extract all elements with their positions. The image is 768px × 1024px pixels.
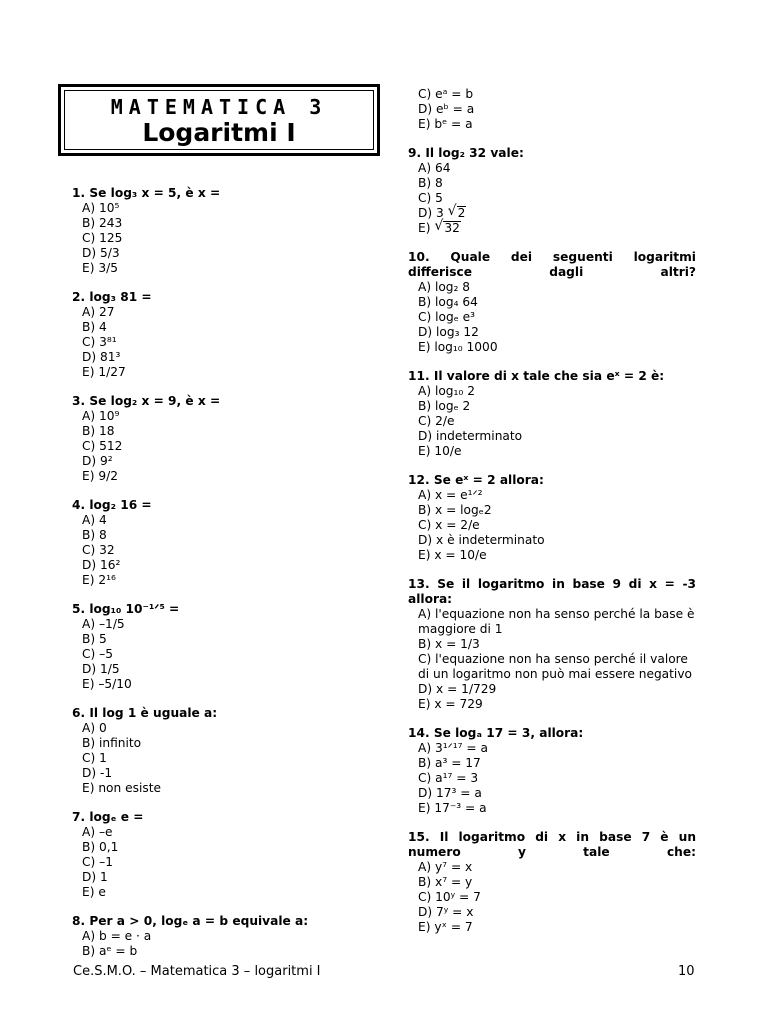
option-b: B) 0,1 — [82, 840, 119, 854]
question-text: 13. Se il logaritmo in base 9 di x = -3 allora: — [408, 577, 696, 606]
question-14 — [408, 726, 696, 816]
right-column — [408, 87, 696, 949]
option-b: B) 8 — [82, 528, 107, 542]
option-b: B) 5 — [82, 632, 107, 646]
question-text: 7. logₑ e = — [72, 810, 144, 824]
option-e: E) 10/e — [418, 444, 462, 458]
option-a: A) log₂ 8 — [418, 280, 471, 294]
title-inner — [64, 90, 374, 150]
question-4 — [72, 498, 382, 588]
option-e: E) yˣ = 7 — [418, 920, 473, 934]
question-text: 2. log₃ 81 = — [72, 290, 152, 304]
question-7 — [72, 810, 382, 900]
option-e: E) x = 729 — [418, 697, 483, 711]
question-2 — [72, 290, 382, 380]
option-c: C) 1 — [82, 751, 107, 765]
option-a: A) 27 — [82, 305, 115, 319]
option-c: C) –5 — [82, 647, 113, 661]
question-text: 8. Per a > 0, logₑ a = b equivale a: — [72, 914, 309, 928]
option-a: A) 10⁵ — [82, 201, 120, 215]
question-11 — [408, 369, 696, 459]
option-e: E) 9/2 — [82, 469, 118, 483]
option-e — [408, 221, 696, 236]
option-c: C) x = 2/e — [418, 518, 480, 532]
option-a: A) b = e · a — [82, 929, 152, 943]
option-b: B) 18 — [82, 424, 115, 438]
question-10 — [408, 250, 696, 355]
sqrt-symbol — [434, 221, 461, 236]
option-a: A) log₁₀ 2 — [418, 384, 475, 398]
question-15 — [408, 830, 696, 935]
option-b: B) logₑ 2 — [418, 399, 471, 413]
question-text: 14. Se logₐ 17 = 3, allora: — [408, 726, 584, 740]
option-e: E) –5/10 — [82, 677, 132, 691]
option-d-label: D) 3 — [418, 206, 444, 220]
option-b: B) 4 — [82, 320, 107, 334]
sqrt-radicand: 2 — [457, 206, 466, 220]
option-b: B) x = 1/3 — [418, 637, 480, 651]
question-text: 5. log₁₀ 10⁻¹ᐟ⁵ = — [72, 602, 180, 616]
option-c: C) eᵃ = b — [418, 87, 474, 101]
question-text: 1. Se log₃ x = 5, è x = — [72, 186, 221, 200]
option-c: C) 32 — [82, 543, 115, 557]
question-text: 9. Il log₂ 32 vale: — [408, 146, 524, 160]
question-8-continued — [408, 87, 696, 132]
option-d: D) 1/5 — [82, 662, 120, 676]
option-d — [408, 206, 696, 221]
left-column — [72, 186, 382, 973]
sqrt-radicand: 32 — [444, 221, 460, 235]
option-c: C) 125 — [82, 231, 123, 245]
question-6 — [72, 706, 382, 796]
question-12 — [408, 473, 696, 563]
option-e: E) non esiste — [82, 781, 161, 795]
option-d: D) log₃ 12 — [418, 325, 479, 339]
question-9 — [408, 146, 696, 236]
option-e-label: E) — [418, 221, 431, 235]
option-d: D) 17³ = a — [418, 786, 482, 800]
option-a: A) y⁷ = x — [418, 860, 473, 874]
option-d: D) 7ʸ = x — [418, 905, 474, 919]
option-c: C) 512 — [82, 439, 123, 453]
question-3 — [72, 394, 382, 484]
question-text: 15. Il logaritmo di x in base 7 è un numero y tale che: — [408, 830, 696, 859]
option-b: B) x⁷ = y — [418, 875, 473, 889]
option-a: A) –1/5 — [82, 617, 125, 631]
option-e: E) 17⁻³ = a — [418, 801, 487, 815]
option-e: E) 3/5 — [82, 261, 118, 275]
option-e: E) bᵉ = a — [418, 117, 473, 131]
option-c: C) a¹⁷ = 3 — [418, 771, 479, 785]
option-c: C) 2/e — [418, 414, 455, 428]
option-b: B) 8 — [418, 176, 443, 190]
option-e: E) e — [82, 885, 106, 899]
option-b: B) infinito — [82, 736, 142, 750]
question-text: 3. Se log₂ x = 9, è x = — [72, 394, 221, 408]
option-d: D) -1 — [82, 766, 113, 780]
option-a: A) 0 — [82, 721, 107, 735]
option-b: B) a³ = 17 — [418, 756, 481, 770]
option-e: E) 2¹⁶ — [82, 573, 116, 587]
option-e: E) x = 10/e — [418, 548, 487, 562]
page-title: MATEMATICA 3 — [110, 95, 328, 119]
option-a: A) 10⁹ — [82, 409, 120, 423]
question-5 — [72, 602, 382, 692]
option-a: A) 3¹ᐟ¹⁷ = a — [418, 741, 488, 755]
question-text: 6. Il log 1 è uguale a: — [72, 706, 218, 720]
option-c: C) 5 — [418, 191, 443, 205]
question-8 — [72, 914, 382, 959]
option-c: C) 3⁸¹ — [82, 335, 117, 349]
question-text: 11. Il valore di x tale che sia eˣ = 2 è: — [408, 369, 665, 383]
question-text: 4. log₂ 16 = — [72, 498, 152, 512]
option-c: C) l'equazione non ha senso perché il valore di un logaritmo non può mai essere negativo — [418, 652, 692, 681]
option-d: D) 81³ — [82, 350, 121, 364]
option-a: A) l'equazione non ha senso perché la base è maggiore di 1 — [418, 607, 695, 636]
option-d: D) 9² — [82, 454, 113, 468]
page-number: 10 — [678, 964, 695, 979]
option-c: C) logₑ e³ — [418, 310, 476, 324]
option-a: A) –e — [82, 825, 113, 839]
option-b: B) aᵉ = b — [82, 944, 138, 958]
option-c: C) –1 — [82, 855, 113, 869]
question-1 — [72, 186, 382, 276]
sqrt-symbol — [448, 206, 467, 221]
title-box — [58, 84, 380, 156]
option-d: D) x è indeterminato — [418, 533, 545, 547]
option-d: D) 16² — [82, 558, 121, 572]
option-e: E) log₁₀ 1000 — [418, 340, 498, 354]
option-b: B) log₄ 64 — [418, 295, 478, 309]
option-d: D) eᵇ = a — [418, 102, 475, 116]
page-subtitle: Logaritmi I — [142, 118, 296, 147]
option-d: D) 1 — [82, 870, 108, 884]
option-d: D) 5/3 — [82, 246, 120, 260]
option-a: A) 4 — [82, 513, 107, 527]
question-13 — [408, 577, 696, 712]
option-b: B) 243 — [82, 216, 123, 230]
option-a: A) 64 — [418, 161, 451, 175]
option-d: D) x = 1/729 — [418, 682, 497, 696]
footer-text: Ce.S.M.O. – Matematica 3 – logaritmi I — [73, 964, 321, 979]
option-d: D) indeterminato — [418, 429, 523, 443]
question-text: 12. Se eˣ = 2 allora: — [408, 473, 544, 487]
option-e: E) 1/27 — [82, 365, 126, 379]
option-b: B) x = logₑ2 — [418, 503, 492, 517]
option-a: A) x = e¹ᐟ² — [418, 488, 483, 502]
option-c: C) 10ʸ = 7 — [418, 890, 481, 904]
question-text: 10. Quale dei seguenti logaritmi differisce dagli altri? — [408, 250, 696, 279]
